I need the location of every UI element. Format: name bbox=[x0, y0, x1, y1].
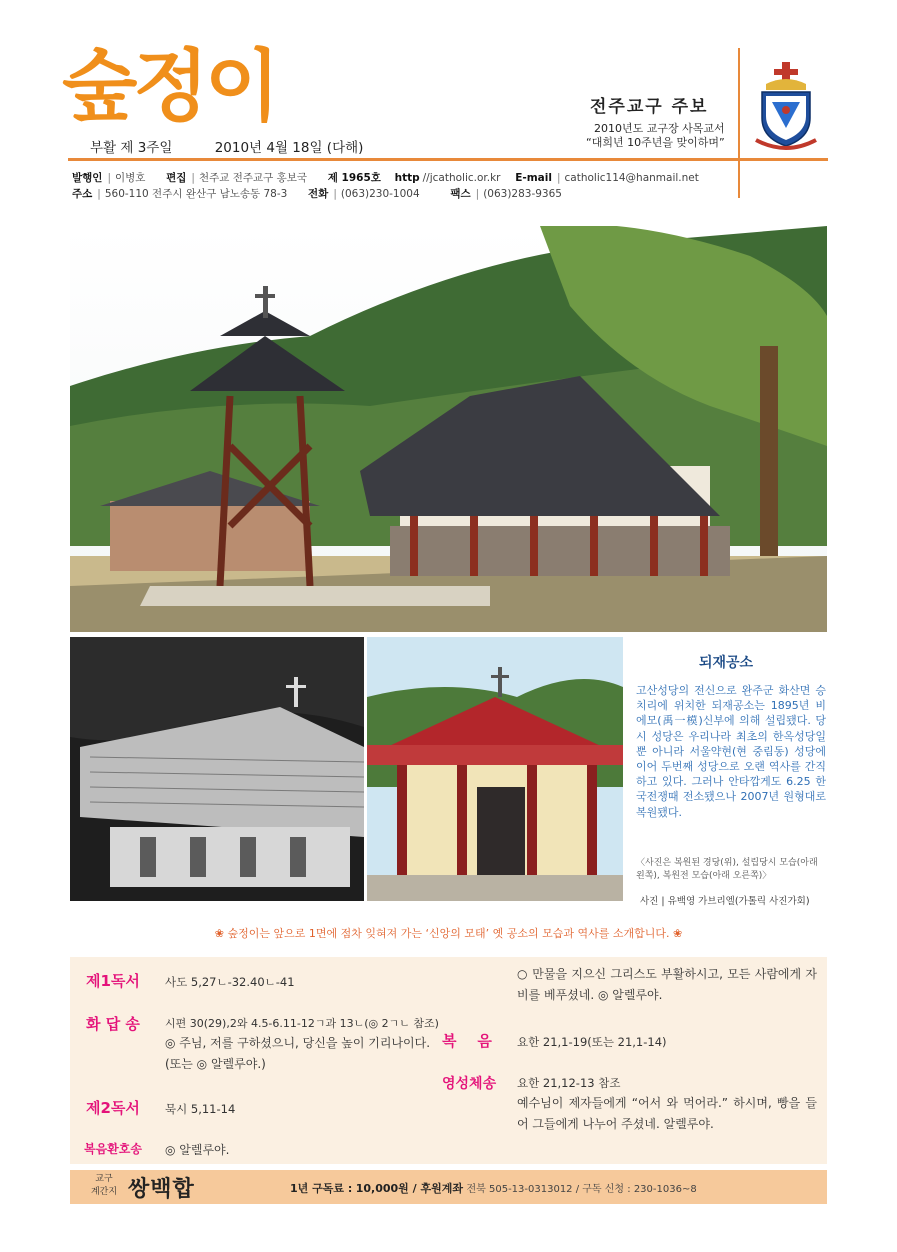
url-label: http bbox=[394, 172, 420, 184]
issue-number: 제 1965호 bbox=[327, 172, 381, 184]
address-label: 주소 bbox=[72, 188, 93, 200]
issue-line bbox=[90, 136, 401, 156]
donation-account: 전북 505-13-0313012 / 구독 신청 : 230-1036~8 bbox=[466, 1184, 697, 1195]
article-title: 되재공소 bbox=[698, 655, 754, 671]
pastoral-letter-line: 2010년도 교구장 사목교서 bbox=[594, 122, 725, 135]
fax-label: 팩스 bbox=[450, 188, 471, 200]
editor-label: 편집 bbox=[166, 172, 187, 184]
gospel-label: 복 음 bbox=[442, 1032, 492, 1050]
footer-magazine-type bbox=[84, 1173, 124, 1199]
editor-name: 천주교 전주교구 홍보국 bbox=[198, 172, 308, 184]
subscription-fee-label: 1년 구독료 : bbox=[290, 1182, 353, 1195]
footer-diocese-label: 교구 bbox=[95, 1174, 113, 1184]
communion-label: 영성체송 bbox=[442, 1076, 497, 1092]
main-church-photo bbox=[70, 226, 827, 632]
series-notice: ❀ 숲정이는 앞으로 1면에 점차 잊혀져 가는 ‘신앙의 모태’ 옛 공소의 모습과 역사를 소개합니다. ❀ bbox=[214, 927, 683, 940]
masthead-divider bbox=[738, 48, 740, 198]
psalm-ref: 시편 30(29),2와 4.5-6.11-12ㄱ과 13ㄴ(◎ 2ㄱㄴ 참조) bbox=[165, 1017, 439, 1030]
newsletter-logo-title: 숲정이 bbox=[62, 42, 277, 132]
footer-quarterly-label: 계간지 bbox=[90, 1187, 118, 1197]
photo-caption: 〈사진은 복원된 경당(위), 설립당시 모습(아래 왼쪽), 복원전 모습(아래 오른쪽)〉 bbox=[636, 858, 818, 881]
second-reading-ref: 묵시 5,11-14 bbox=[165, 1102, 236, 1116]
communion-antiphon: 예수님이 제자들에게 “어서 와 먹어라.” 하시며, 빵을 들어 그들에게 나누어 주셨네. 알렐루야. bbox=[517, 1096, 817, 1131]
gospel-ref: 요한 21,1-19(또는 21,1-14) bbox=[517, 1035, 667, 1049]
second-reading-label: 제2독서 bbox=[86, 1099, 140, 1117]
first-reading-ref: 사도 5,27ㄴ-32.40ㄴ-41 bbox=[165, 975, 295, 989]
issue-date: 2010년 4월 18일 (다해) bbox=[214, 140, 364, 156]
pre-restoration-photo bbox=[367, 637, 623, 901]
subscription-fee: 10,000원 / 후원계좌 bbox=[355, 1182, 463, 1195]
footer-magazine-name: 쌍백합 bbox=[128, 1177, 195, 1202]
diocese-emblem-icon bbox=[752, 60, 820, 152]
series-notice-text: 숲정이는 앞으로 1면에 점차 잊혀져 가는 ‘신앙의 모태’ 옛 공소의 모습과 역사를 소개합니다. bbox=[227, 927, 670, 940]
gospel-acclamation-label: 복음환호송 bbox=[84, 1142, 142, 1156]
communion-ref: 요한 21,12-13 참조 bbox=[517, 1076, 621, 1090]
email-address[interactable]: catholic114@hanmail.net bbox=[564, 172, 699, 184]
psalm-label: 화 답 송 bbox=[86, 1015, 140, 1033]
liturgical-week: 부활 제 3주일 bbox=[90, 140, 173, 156]
phone-label: 전화 bbox=[308, 188, 329, 200]
publication-name: 전주교구 주보 bbox=[590, 97, 709, 117]
photo-credit: 사진 | 유백영 가브리엘(가톨릭 사진가회) bbox=[640, 896, 810, 907]
header-rule bbox=[68, 158, 828, 161]
phone-number: (063)230-1004 bbox=[340, 188, 420, 200]
historical-photo bbox=[70, 637, 364, 901]
publisher-info-row: 발행인 | 이병호 편집 | 천주교 전주교구 홍보국 제 1965호 http //jcatholic.or.kr E-mail | catholic114@hanmail.net bbox=[72, 172, 699, 184]
address-info-row: 주소 | 560-110 전주시 완산구 남노송동 78-3 전화 | (063)230-1004 팩스 | (063)283-9365 bbox=[72, 188, 562, 200]
gospel-acclamation-text: ◎ 알렐루야. bbox=[165, 1143, 230, 1157]
publisher-label: 발행인 bbox=[72, 172, 103, 184]
article-body: 고산성당의 전신으로 완주군 화산면 승치리에 위치한 되재공소는 1895년 비에모(禹一模)신부에 의해 설립됐다. 당시 성당은 우리나라 최초의 한옥성당일 뿐 아니라 서울약현(현 중림동) 성당에 이어 두번째 성당으로 오랜 역사를 간직하고 있다. 그러나 안타깝게도 6.25 한국전쟁때 전소됐으나 2007년 원형대로 복원됐다. bbox=[636, 684, 826, 819]
psalm-response: ◎ 주님, 저를 구하셨으니, 당신을 높이 기리나이다.(또는 ◎ 알렐루야.) bbox=[165, 1036, 431, 1071]
first-reading-label: 제1독서 bbox=[86, 972, 140, 990]
subscription-info bbox=[290, 1180, 697, 1196]
address-text: 560-110 전주시 완산구 남노송동 78-3 bbox=[104, 188, 288, 200]
email-label: E-mail bbox=[515, 172, 552, 184]
fax-number: (063)283-9365 bbox=[483, 188, 562, 200]
publisher-name: 이병호 bbox=[114, 172, 146, 184]
pastoral-motto: “대희년 10주년을 맞이하며” bbox=[586, 136, 725, 149]
alleluia-verse: ○ 만물을 지으신 그리스도 부활하시고, 모든 사람에게 자비를 베푸셨네. ◎ 알렐루야. bbox=[517, 967, 817, 1002]
website-url[interactable]: //jcatholic.or.kr bbox=[422, 172, 501, 184]
